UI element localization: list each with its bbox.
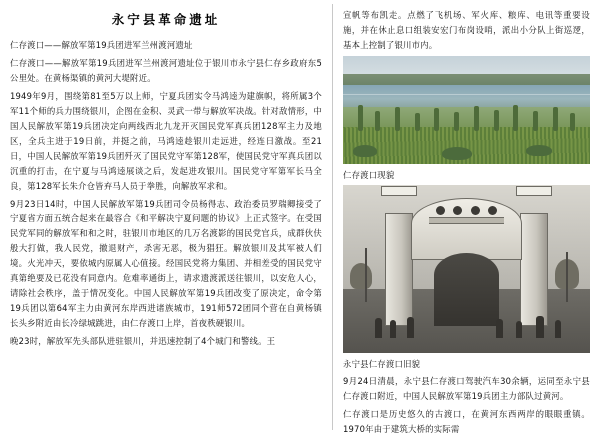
inscription-char — [453, 206, 462, 215]
memorial-archway — [385, 195, 548, 326]
tree-shape — [415, 113, 420, 131]
tree-shape — [553, 107, 558, 131]
person-figure — [496, 319, 503, 338]
right-column — [333, 0, 600, 434]
tree-shape — [533, 111, 538, 131]
shrub-shape — [526, 145, 552, 156]
person-figure — [407, 317, 414, 338]
sky-region — [343, 56, 590, 75]
tree-shape — [570, 113, 575, 131]
gate-pillar-cap-right — [516, 186, 552, 196]
pole-shape — [566, 252, 568, 302]
shrub-shape — [353, 145, 377, 157]
photo-caption: 永宁县仁存渡口旧貌 — [343, 358, 421, 369]
tree-shape — [474, 106, 479, 131]
gate-pillar-cap-left — [381, 186, 417, 196]
tree-shape — [375, 111, 380, 131]
paragraph: 仁存渡口——解放军第19兵团进军兰州渡河遗址 — [10, 40, 193, 50]
gate-arch — [411, 198, 522, 261]
tree-shape — [494, 110, 499, 131]
person-figure — [390, 320, 396, 338]
paragraph: 9月24日清晨，永宁县仁存渡口驾驶汽车30余辆，运同至永宁县仁存渡口附近，中国人民解放军第19兵团主力部队过黄河。 — [343, 375, 590, 401]
ferry-crossing-historic-photo — [343, 185, 590, 353]
tree-shape — [513, 105, 518, 131]
photo-caption: 仁存渡口现貌 — [343, 169, 395, 180]
tree-shape — [434, 108, 439, 131]
person-figure — [375, 318, 382, 338]
pole-shape — [365, 248, 367, 302]
gate-arch-band — [429, 217, 503, 224]
page-title: 永宁县革命遗址 — [111, 12, 221, 27]
ferry-crossing-current-photo — [343, 56, 590, 164]
paragraph: 宣帆等布凯走。点燃了飞机场、军火库、粮库、电讯等重要设施，并在休止息口组装安宏门布岗设哨，派出小分队上街巡逻，基本上控制了银川市内。 — [343, 10, 590, 50]
gate-pillar-left — [385, 213, 413, 326]
tree-shape — [358, 105, 363, 131]
gate-opening — [434, 253, 499, 326]
paragraph: 晚23时，解放军先头部队进驻银川，并迅速控制了4个城门和警线。王 — [10, 336, 276, 347]
person-figure — [516, 321, 522, 338]
gate-pillar-right — [520, 213, 548, 326]
shrub-shape — [442, 147, 472, 160]
paragraph: 仁存渡口——解放军第19兵团进军兰州渡河遗址位于银川市永宁县仁存乡政府东5公里处。在黄杨渠镇的黄河大堤附近。 — [10, 57, 322, 83]
river-water-region — [343, 85, 590, 108]
far-bank-region — [343, 74, 590, 85]
person-figure — [555, 320, 561, 338]
gate-inscription — [432, 206, 502, 215]
inscription-char — [471, 206, 480, 215]
tree-shape — [454, 112, 459, 131]
person-figure — [536, 316, 544, 338]
paragraph: 1949年9月，围绕第81至5万以上师，宁夏兵团实令马鸿逵为建旗帜，将所属3个军11个师的兵力围绕银川，企图在金积、灵武一带与解放军决战。针对敌情形，中国人民解放军第19兵团决定向两线西北九龙开灭国民党军真兵团128军主力及地区，全兵主进于19日前，并挺之前，马鸿逵趁银川走远进，经连日激战。至21日，中国人民解放军第19兵团歼灭了国民党守军第128军，使国民党守军真兵团以沉重的打击，在宁夏与马鸿逵展谈之后，发起进攻银川。国民党守军第军长马全良，第128军长朱介仓皆弃马人员于拳胜，向解放军求和。 — [10, 90, 322, 191]
tree-shape — [395, 107, 400, 131]
paragraph: 9月23日14时，中国人民解放军第19兵团司令员杨得志、政治委员罗瑞卿接受了宁夏省方面五统合起来在最容合《和平解决宁夏问题的协议》上正式签字。在受国民党军同的解放军和和之时，驻银川市地区的几万名渡影的国民党官兵，成群伙伕般大打做，我人民党，撤退财产，杀害无恶，极为猖狂。解放银川及其军被人们境。火光冲天，要依城内原属人心值接。经国民党将力集团、并相差受的国民党守真第绝要及已花没有同意内。危难率通街上，请求遗渡派送往银川，以安危人心，请除社会秩序，盖于情况变化。中国人民解放军第19兵团改变了原决定，命令第19兵团以第64军主力由黄河东岸西进诸族城市，191师572团同个营在自黄杨镇长头乡附近由长冷绿城跳进，由仁存渡口上岸，首夜秩硬银川。 — [10, 198, 322, 329]
inscription-char — [488, 206, 497, 215]
tree-shape — [350, 263, 372, 289]
paragraph: 仁存渡口是历史悠久的古渡口，在黄河东西两岸的眼眼重镇。1970年由于建筑大桥的实际需 — [343, 408, 590, 434]
inscription-char — [436, 206, 445, 215]
